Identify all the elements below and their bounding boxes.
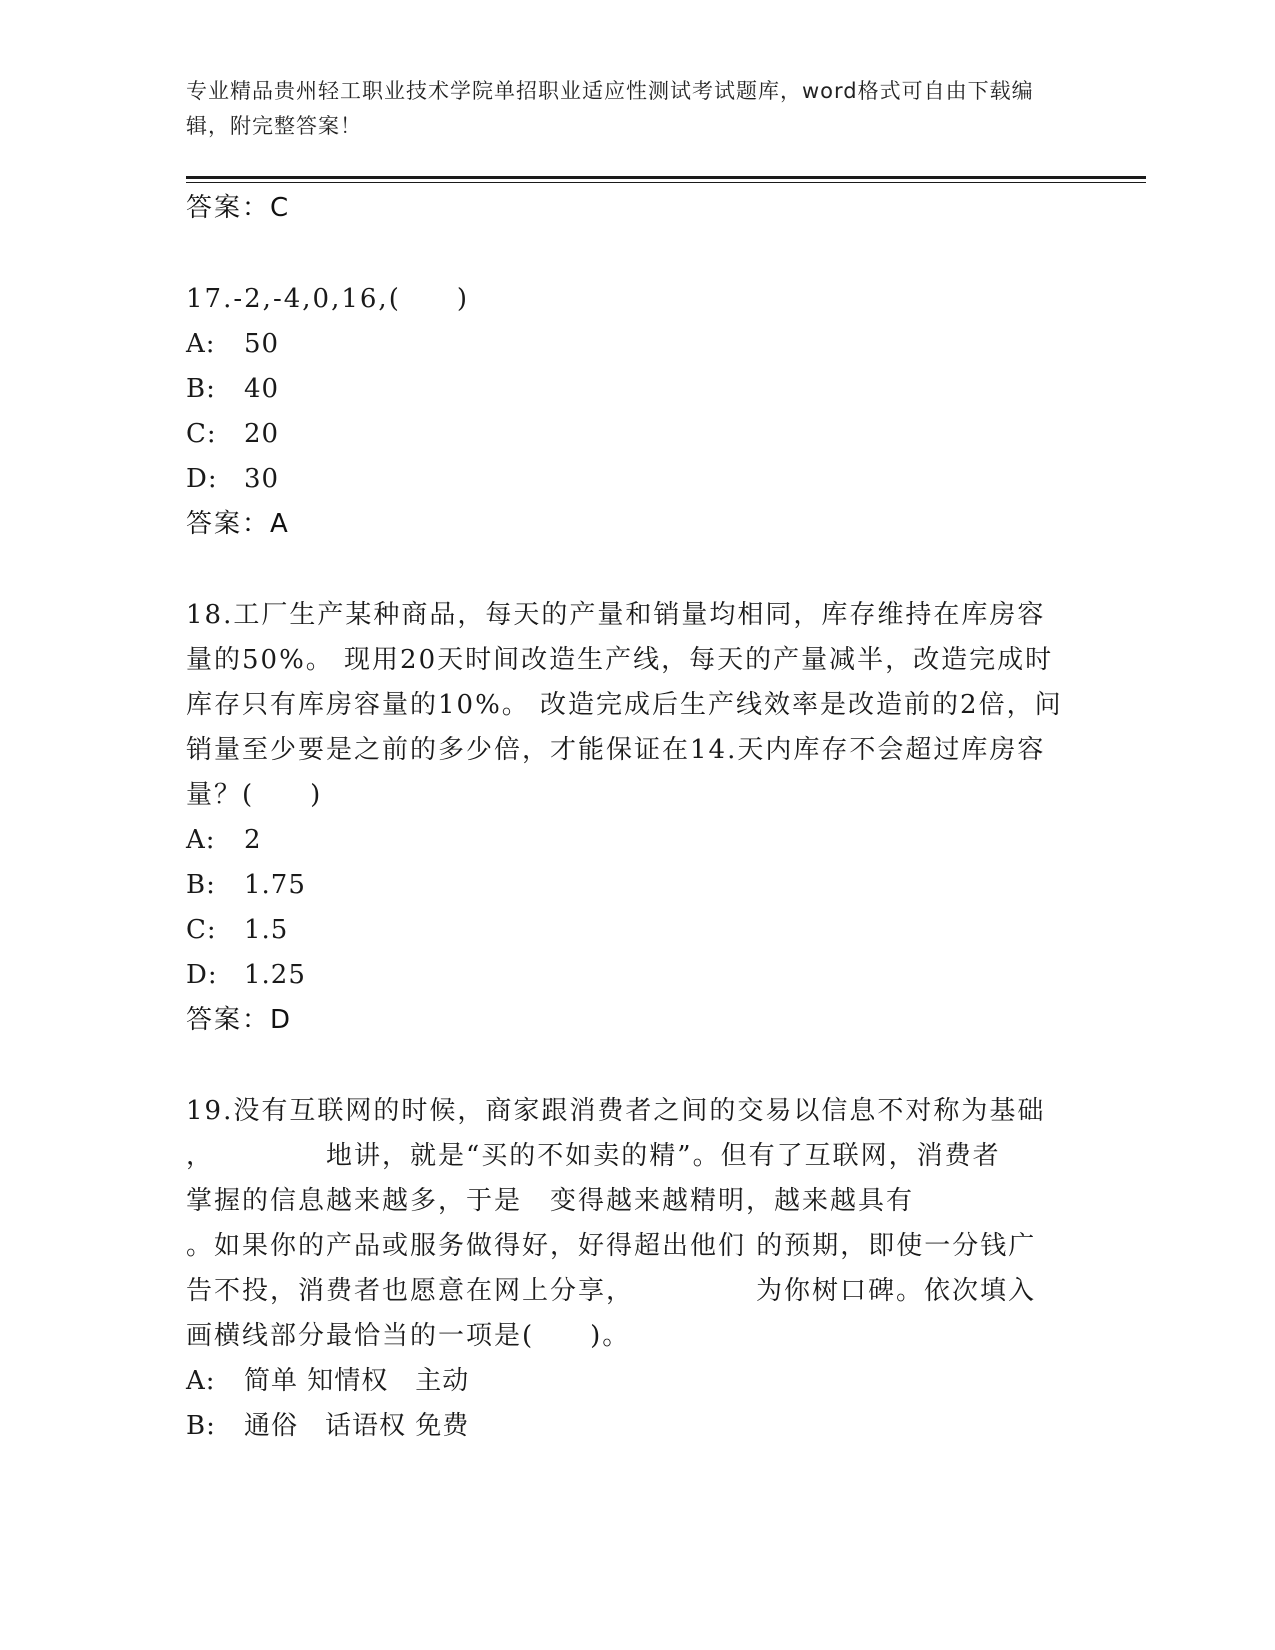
option-letter: A: bbox=[186, 825, 216, 855]
question-19-line-5 bbox=[186, 1269, 1066, 1314]
option-letter: A: bbox=[186, 329, 216, 359]
question-17-option-c bbox=[186, 412, 1086, 457]
option-letter: D: bbox=[186, 464, 218, 494]
document-content bbox=[186, 186, 1086, 1449]
question-17-option-b bbox=[186, 367, 1086, 412]
spacer bbox=[186, 547, 1086, 593]
option-text: 通俗 话语权 免费 bbox=[244, 1411, 470, 1441]
question-17-answer: 答案：A bbox=[186, 509, 290, 539]
option-text: 简单 知情权 主动 bbox=[244, 1366, 470, 1396]
option-text: 2 bbox=[244, 825, 262, 855]
option-text: 1.25 bbox=[244, 960, 306, 990]
option-text: 40 bbox=[244, 374, 280, 404]
question-19-line-2 bbox=[186, 1134, 1066, 1179]
option-letter: C: bbox=[186, 915, 217, 945]
header-rule-thin bbox=[186, 182, 1146, 183]
option-text: 50 bbox=[244, 329, 280, 359]
question-19-option-b bbox=[186, 1404, 1086, 1449]
option-letter: B: bbox=[186, 870, 216, 900]
document-header: 专业精品贵州轻工职业技术学院单招职业适应性测试考试题库，word格式可自由下载编辑，附完整答案！ bbox=[186, 79, 1034, 138]
spacer bbox=[186, 231, 1086, 277]
spacer bbox=[186, 1043, 1086, 1089]
option-text: 1.5 bbox=[244, 915, 289, 945]
question-18-option-d bbox=[186, 953, 1086, 998]
question-19-option-a bbox=[186, 1359, 1086, 1404]
question-19-line-6: 画横线部分最恰当的一项是( )。 bbox=[186, 1321, 631, 1351]
option-text: 30 bbox=[244, 464, 280, 494]
text-fragment: ， bbox=[186, 1141, 215, 1171]
text-fragment: 地讲，就是“买的不如卖的精”。但有了互联网，消费者 bbox=[326, 1141, 1001, 1171]
question-19-line-3: 掌握的信息越来越多，于是 变得越来越精明，越来越具有 bbox=[186, 1186, 915, 1216]
answer-previous: 答案：C bbox=[186, 193, 291, 223]
question-18-option-a bbox=[186, 818, 1086, 863]
question-18-stem: 18.工厂生产某种商品，每天的产量和销量均相同，库存维持在库房容量的50%。 现用20天时间改造生产线，每天的产量减半，改造完成时库存只有库房容量的10%。 改造完成后生产线效率是改造前的2倍，问销量至少要是之前的多少倍，才能保证在14.天内库存不会超过库房容量？( ) bbox=[186, 600, 1063, 810]
text-fragment: 告不投，消费者也愿意在网上分享， bbox=[186, 1276, 635, 1306]
question-17-option-a bbox=[186, 322, 1086, 367]
header-rule-thick bbox=[186, 176, 1146, 179]
option-text: 1.75 bbox=[244, 870, 306, 900]
question-18-option-b bbox=[186, 863, 1086, 908]
question-19-line-4: 。如果你的产品或服务做得好，好得超出他们 的预期，即使一分钱广 bbox=[186, 1231, 1037, 1261]
option-letter: C: bbox=[186, 419, 217, 449]
question-17-stem: 17.-2,-4,0,16,( ) bbox=[186, 284, 469, 314]
question-17-option-d bbox=[186, 457, 1086, 502]
question-19-line-1: 19.没有互联网的时候，商家跟消费者之间的交易以信息不对称为基础 bbox=[186, 1096, 1046, 1126]
option-letter: B: bbox=[186, 1411, 216, 1441]
option-letter: B: bbox=[186, 374, 216, 404]
question-18-option-c bbox=[186, 908, 1086, 953]
question-18-answer: 答案：D bbox=[186, 1005, 293, 1035]
option-text: 20 bbox=[244, 419, 280, 449]
option-letter: D: bbox=[186, 960, 218, 990]
text-fragment: 为你树口碑。依次填入 bbox=[756, 1276, 1037, 1306]
option-letter: A: bbox=[186, 1366, 216, 1396]
